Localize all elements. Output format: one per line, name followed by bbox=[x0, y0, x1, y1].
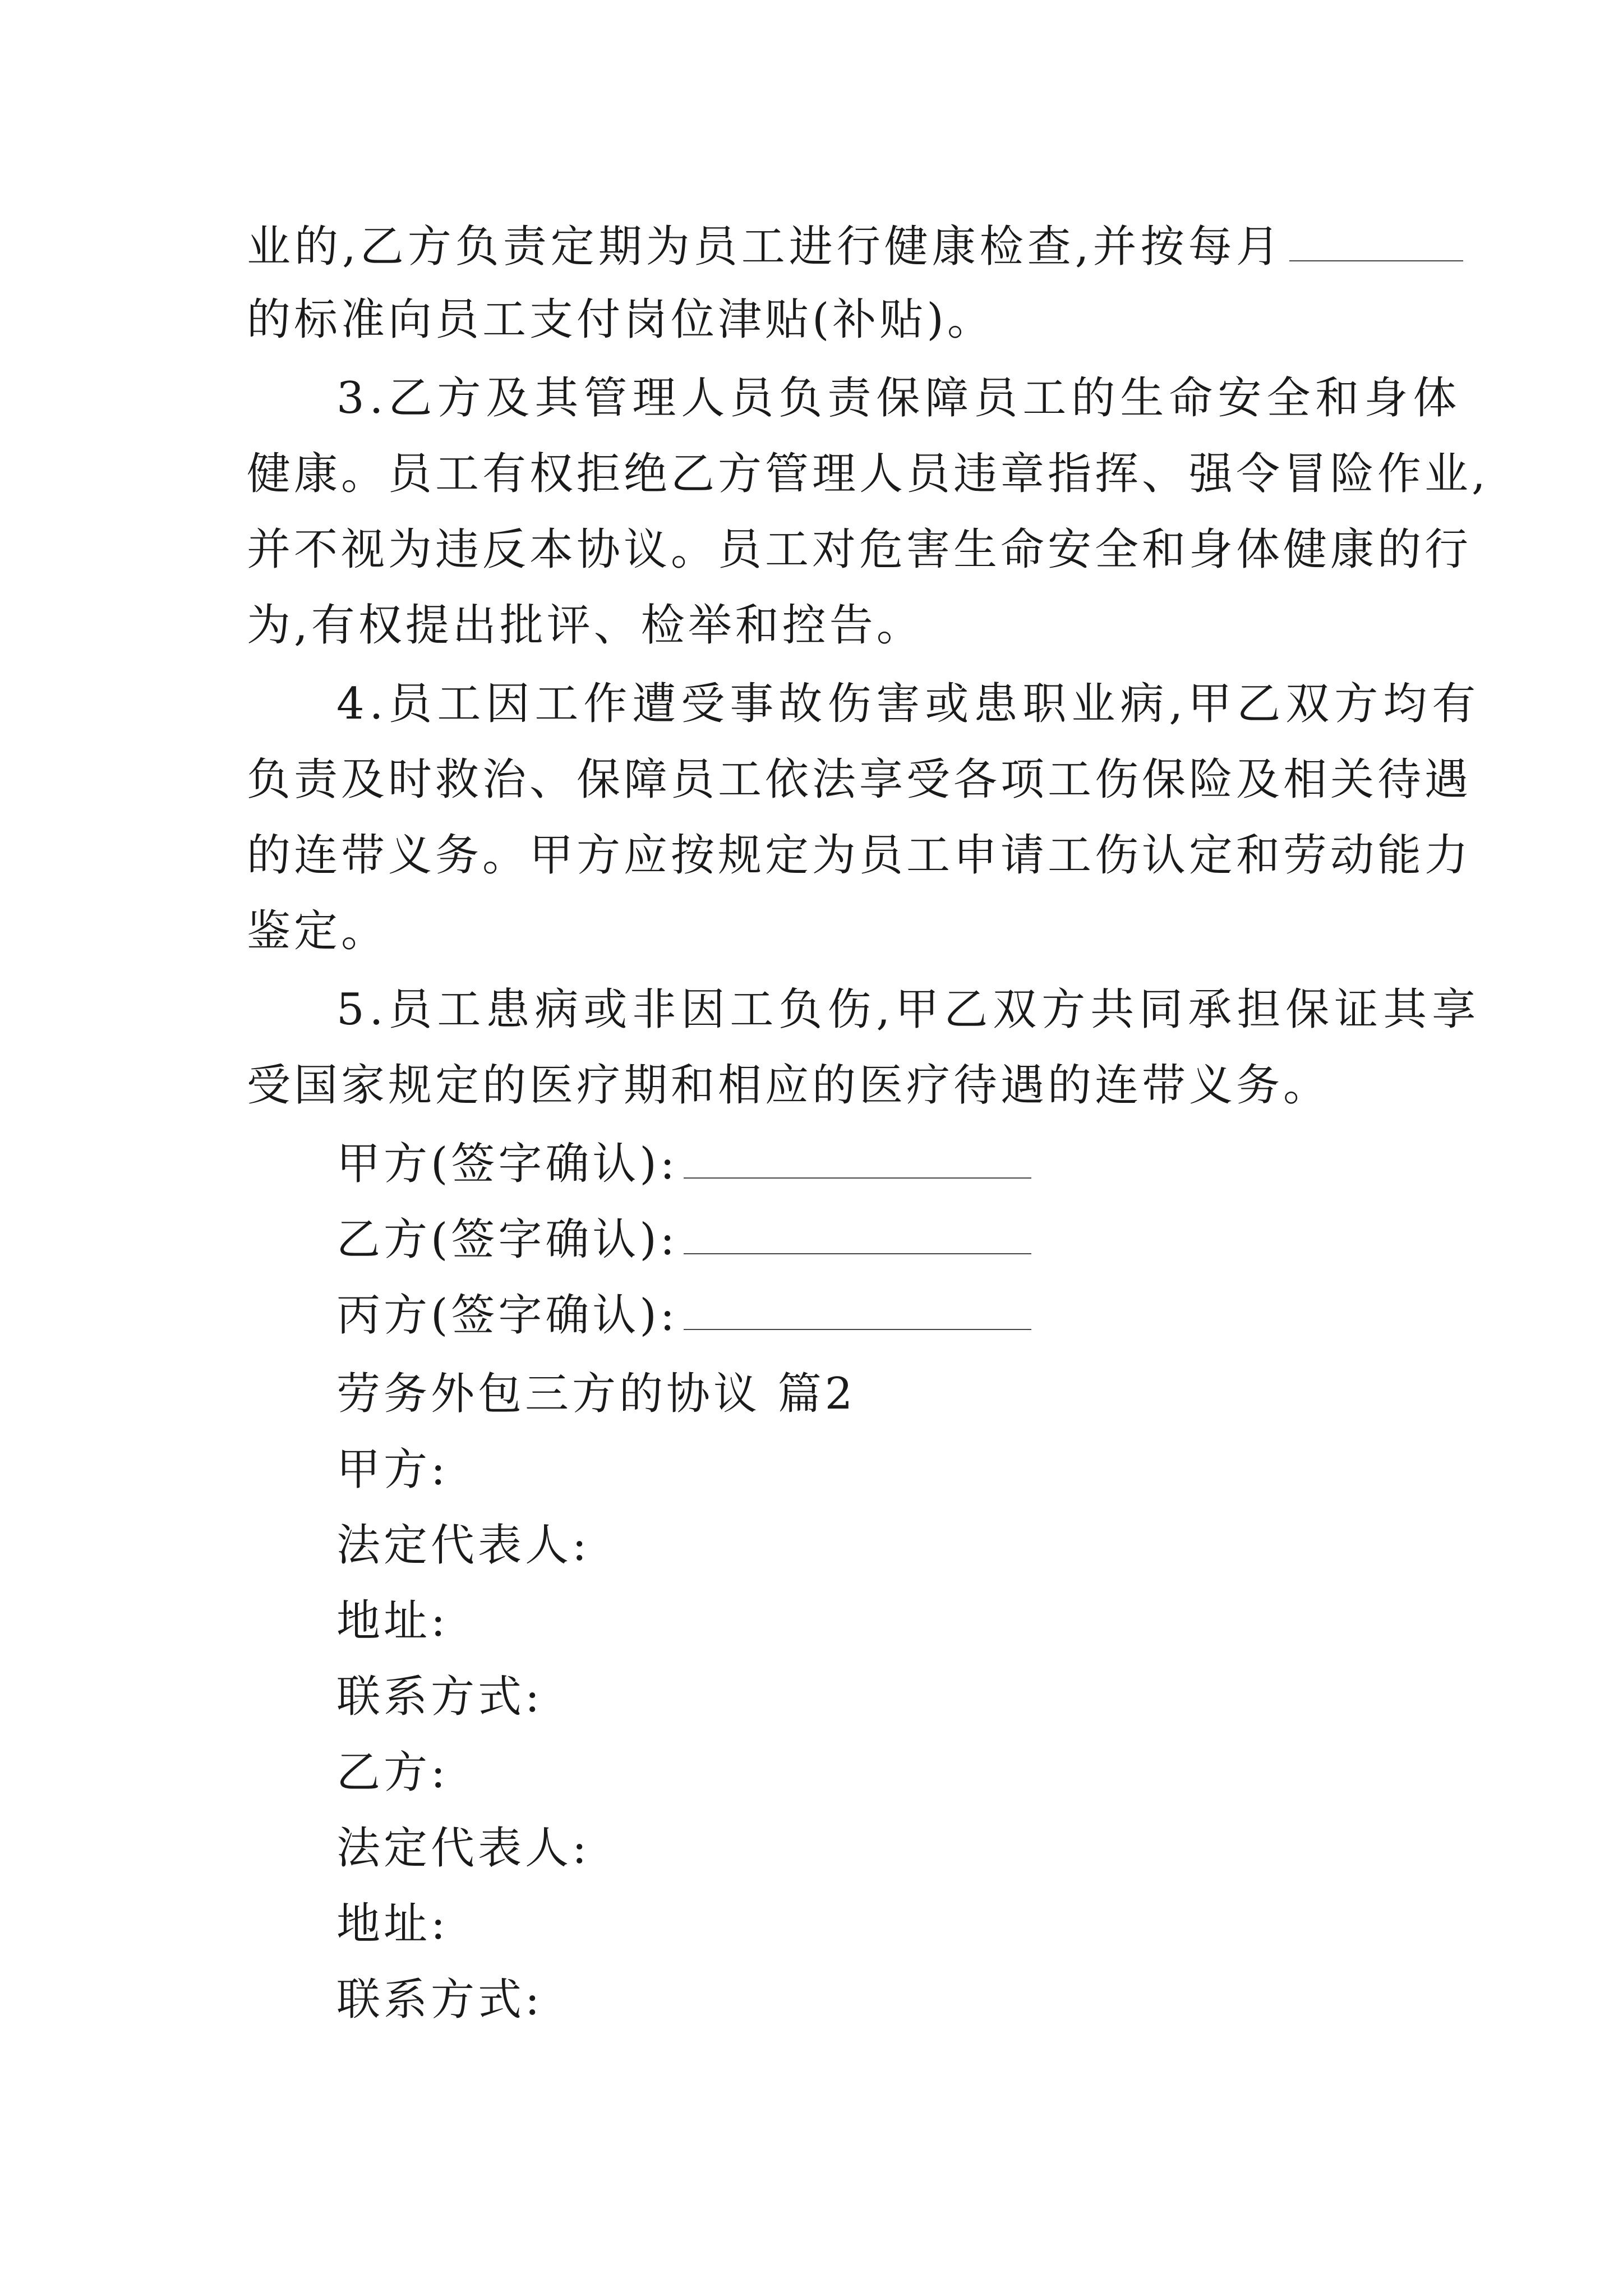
address-label: 地址: bbox=[336, 1899, 449, 1949]
body-line: 受国家规定的医疗期和相应的医疗待遇的连带义务。 bbox=[247, 1060, 1331, 1111]
address-label: 地址: bbox=[336, 1596, 449, 1646]
body-line: 并不视为违反本协议。员工对危害生命安全和身体健康的行 bbox=[247, 524, 1472, 575]
legal-rep-label: 法定代表人: bbox=[336, 1823, 591, 1874]
body-line: 的标准向员工支付岗位津贴(补贴)。 bbox=[247, 295, 994, 345]
body-line bbox=[247, 213, 1463, 280]
body-line: 健康。员工有权拒绝乙方管理人员违章指挥、强令冒险作业, bbox=[247, 449, 1489, 499]
body-line: 的连带义务。甲方应按规定为员工申请工伤认定和劳动能力 bbox=[247, 830, 1472, 881]
body-line: 鉴定。 bbox=[247, 906, 389, 956]
legal-rep-label: 法定代表人: bbox=[336, 1520, 591, 1571]
clause-3: 3.乙方及其管理人员负责保障员工的生命安全和身体 bbox=[336, 373, 1462, 424]
party-b-label: 乙方: bbox=[336, 1747, 449, 1798]
signature-blank bbox=[684, 1212, 1031, 1254]
signature-label: 甲方(签字确认): bbox=[336, 1139, 679, 1189]
contact-label: 联系方式: bbox=[336, 1975, 543, 2025]
signature-party-a bbox=[336, 1130, 1031, 1198]
section-heading: 劳务外包三方的协议 篇2 bbox=[336, 1369, 856, 1419]
signature-blank bbox=[684, 1136, 1031, 1179]
body-line: 为,有权提出批评、检举和控告。 bbox=[247, 600, 924, 651]
signature-label: 丙方(签字确认): bbox=[336, 1290, 679, 1341]
signature-blank bbox=[684, 1287, 1031, 1330]
body-text: 业的,乙方负责定期为员工进行健康检查,并按每月 bbox=[247, 222, 1284, 272]
body-line: 负责及时救治、保障员工依法享受各项工伤保险及相关待遇 bbox=[247, 754, 1472, 805]
clause-4: 4.员工因工作遭受事故伤害或患职业病,甲乙双方均有 bbox=[336, 679, 1481, 729]
contact-label: 联系方式: bbox=[336, 1672, 543, 1722]
clause-5: 5.员工患病或非因工负伤,甲乙双方共同承担保证其享 bbox=[336, 984, 1481, 1035]
party-a-label: 甲方: bbox=[336, 1444, 449, 1495]
signature-label: 乙方(签字确认): bbox=[336, 1214, 679, 1265]
signature-party-b bbox=[336, 1206, 1031, 1273]
signature-party-c bbox=[336, 1282, 1031, 1349]
blank-field bbox=[1289, 219, 1463, 261]
